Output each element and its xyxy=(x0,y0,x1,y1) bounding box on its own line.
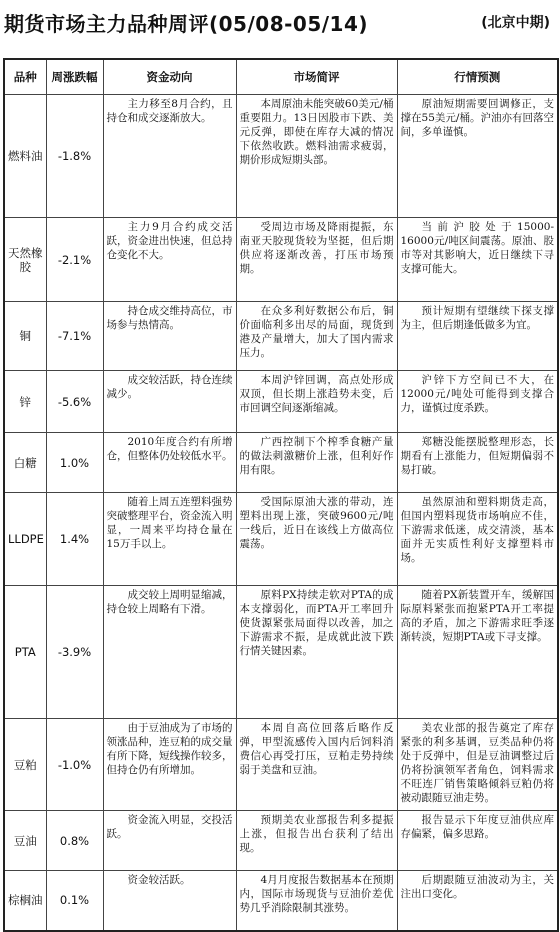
market-comment-cell: 本周自高位回落后略作反弹，甲型流感传入国内后饲料消费信心再受打压，豆粕走势持续弱于美盘和豆油。 xyxy=(236,719,397,811)
change-cell: -7.1% xyxy=(46,302,103,371)
fund-flow-cell: 成交较活跃，持仓连续减少。 xyxy=(103,371,236,433)
fund-flow-cell: 资金较活跃。 xyxy=(103,871,236,931)
fund-flow-cell: 持仓成交维持高位，市场参与热情高。 xyxy=(103,302,236,371)
change-cell: 0.1% xyxy=(46,871,103,931)
variety-cell: PTA xyxy=(4,586,46,719)
table-row xyxy=(4,218,558,302)
change-cell: 1.4% xyxy=(46,493,103,586)
fund-flow-cell: 资金流入明显，交投活跃。 xyxy=(103,811,236,871)
change-cell: -5.6% xyxy=(46,371,103,433)
change-cell: -1.8% xyxy=(46,95,103,218)
variety-cell: 燃料油 xyxy=(4,95,46,218)
forecast-cell: 随着PX新装置开车，缓解国际原料紧张而抱紧PTA开工率提高的矛盾，加之下游需求旺季逐渐转淡，短期PTA或下寻支撑。 xyxy=(397,586,558,719)
forecast-cell: 预计短期有望继续下探支撑为主，但后期逢低做多为宜。 xyxy=(397,302,558,371)
page-title: 期货市场主力品种周评(05/08-05/14) xyxy=(4,12,369,36)
forecast-cell: 美农业部的报告奠定了库存紧张的利多基调，豆类品种仍将处于反弹中，但是豆油调整过后仍将扮演领军者角色，饲料需求不旺连厂销售策略倾斜豆粕仍将被动跟随豆油走势。 xyxy=(397,719,558,811)
variety-cell: 天然橡胶 xyxy=(4,218,46,302)
table-row xyxy=(4,586,558,719)
page-header xyxy=(4,6,556,46)
source-label: (北京中期) xyxy=(481,15,550,31)
forecast-cell: 原油短期需要回调修正，支撑在55美元/桶。沪油亦有回落空间，多单谨慎。 xyxy=(397,95,558,218)
variety-cell: 锌 xyxy=(4,371,46,433)
fund-flow-cell: 主力移至8月合约，且持仓和成交逐渐放大。 xyxy=(103,95,236,218)
variety-cell: 棕榈油 xyxy=(4,871,46,931)
market-comment-cell: 受周边市场及降雨提振，东南亚天胶现货较为坚挺，但后期供应将逐渐改善，打压市场预期。 xyxy=(236,218,397,302)
table-row xyxy=(4,493,558,586)
table-row xyxy=(4,302,558,371)
table-row xyxy=(4,811,558,871)
col-header-weekly-change: 周涨跌幅 xyxy=(46,59,103,95)
market-comment-cell: 预期美农业部报告利多提振上涨，但报告出台获利了结出现。 xyxy=(236,811,397,871)
table-row xyxy=(4,433,558,493)
variety-cell: 铜 xyxy=(4,302,46,371)
col-header-market-comment: 市场简评 xyxy=(236,59,397,95)
variety-cell: LLDPE xyxy=(4,493,46,586)
forecast-cell: 报告显示下年度豆油供应库存偏紧，偏多思路。 xyxy=(397,811,558,871)
change-cell: -3.9% xyxy=(46,586,103,719)
fund-flow-cell: 主力9月合约成交活跃，资金进出快速，但总持仓变化不大。 xyxy=(103,218,236,302)
market-comment-cell: 本周沪锌回调，高点处形成双顶，但长期上涨趋势未变，后市回调空间逐渐缩减。 xyxy=(236,371,397,433)
market-comment-cell: 受国际原油大涨的带动，连塑料出现上涨，突破9600元/吨一线后，近日在该线上方做高位震荡。 xyxy=(236,493,397,586)
change-cell: -2.1% xyxy=(46,218,103,302)
change-cell: 1.0% xyxy=(46,433,103,493)
variety-cell: 豆油 xyxy=(4,811,46,871)
col-header-forecast: 行情预测 xyxy=(397,59,558,95)
change-cell: 0.8% xyxy=(46,811,103,871)
forecast-cell: 沪锌下方空间已不大，在12000元/吨处可能得到支撑合力，谨慎过度杀跌。 xyxy=(397,371,558,433)
market-comment-cell: 在众多利好数据公布后，铜价面临利多出尽的局面，现货到港及产量增大，加大了国内需求压力。 xyxy=(236,302,397,371)
table-row xyxy=(4,95,558,218)
weekly-review-table xyxy=(3,58,559,932)
variety-cell: 白糖 xyxy=(4,433,46,493)
forecast-cell: 后期跟随豆油波动为主，关注出口变化。 xyxy=(397,871,558,931)
table-header-row xyxy=(4,59,558,95)
fund-flow-cell: 成交较上周明显缩减，持仓较上周略有下滑。 xyxy=(103,586,236,719)
market-comment-cell: 本周原油未能突破60美元/桶重要阻力。13日因股市下跌、美元反弹，即使在库存大减的情况下依然收跌。燃料油需求疲弱，期价形成短期头部。 xyxy=(236,95,397,218)
fund-flow-cell: 随着上周五连塑料强势突破整理平台，资金流入明显，一周来平均持仓量在15万手以上。 xyxy=(103,493,236,586)
table-row xyxy=(4,871,558,931)
table-row xyxy=(4,371,558,433)
market-comment-cell: 4月月度报告数据基本在预期内，国际市场现货与豆油价差优势几乎消除限制其涨势。 xyxy=(236,871,397,931)
table-row xyxy=(4,719,558,811)
col-header-fund-flow: 资金动向 xyxy=(103,59,236,95)
change-cell: -1.0% xyxy=(46,719,103,811)
col-header-variety: 品种 xyxy=(4,59,46,95)
forecast-cell: 虽然原油和塑料期货走高，但国内塑料现货市场响应不佳，下游需求低迷，成交清淡，基本面并无实质性利好支撑塑料市场。 xyxy=(397,493,558,586)
forecast-cell: 郑糖没能摆脱整理形态，长期看有上涨能力，但短期偏弱不易打破。 xyxy=(397,433,558,493)
fund-flow-cell: 2010年度合约有所增仓，但整体仍处较低水平。 xyxy=(103,433,236,493)
market-comment-cell: 原料PX持续走软对PTA的成本支撑弱化，而PTA开工率回升使货源紧张局面得以改善，加之下游需求不振，是成就此波下跌行情关键因素。 xyxy=(236,586,397,719)
forecast-cell: 当前沪胶处于15000-16000元/吨区间震荡。原油、股市等对其影响大，近日继续下寻支撑可能大。 xyxy=(397,218,558,302)
variety-cell: 豆粕 xyxy=(4,719,46,811)
market-comment-cell: 广西控制下个榨季食糖产量的做法刺激糖价上涨，但利好作用有限。 xyxy=(236,433,397,493)
fund-flow-cell: 由于豆油成为了市场的领涨品种，连豆粕的成交量有所下降，短线操作较多，但持仓仍有所增加。 xyxy=(103,719,236,811)
